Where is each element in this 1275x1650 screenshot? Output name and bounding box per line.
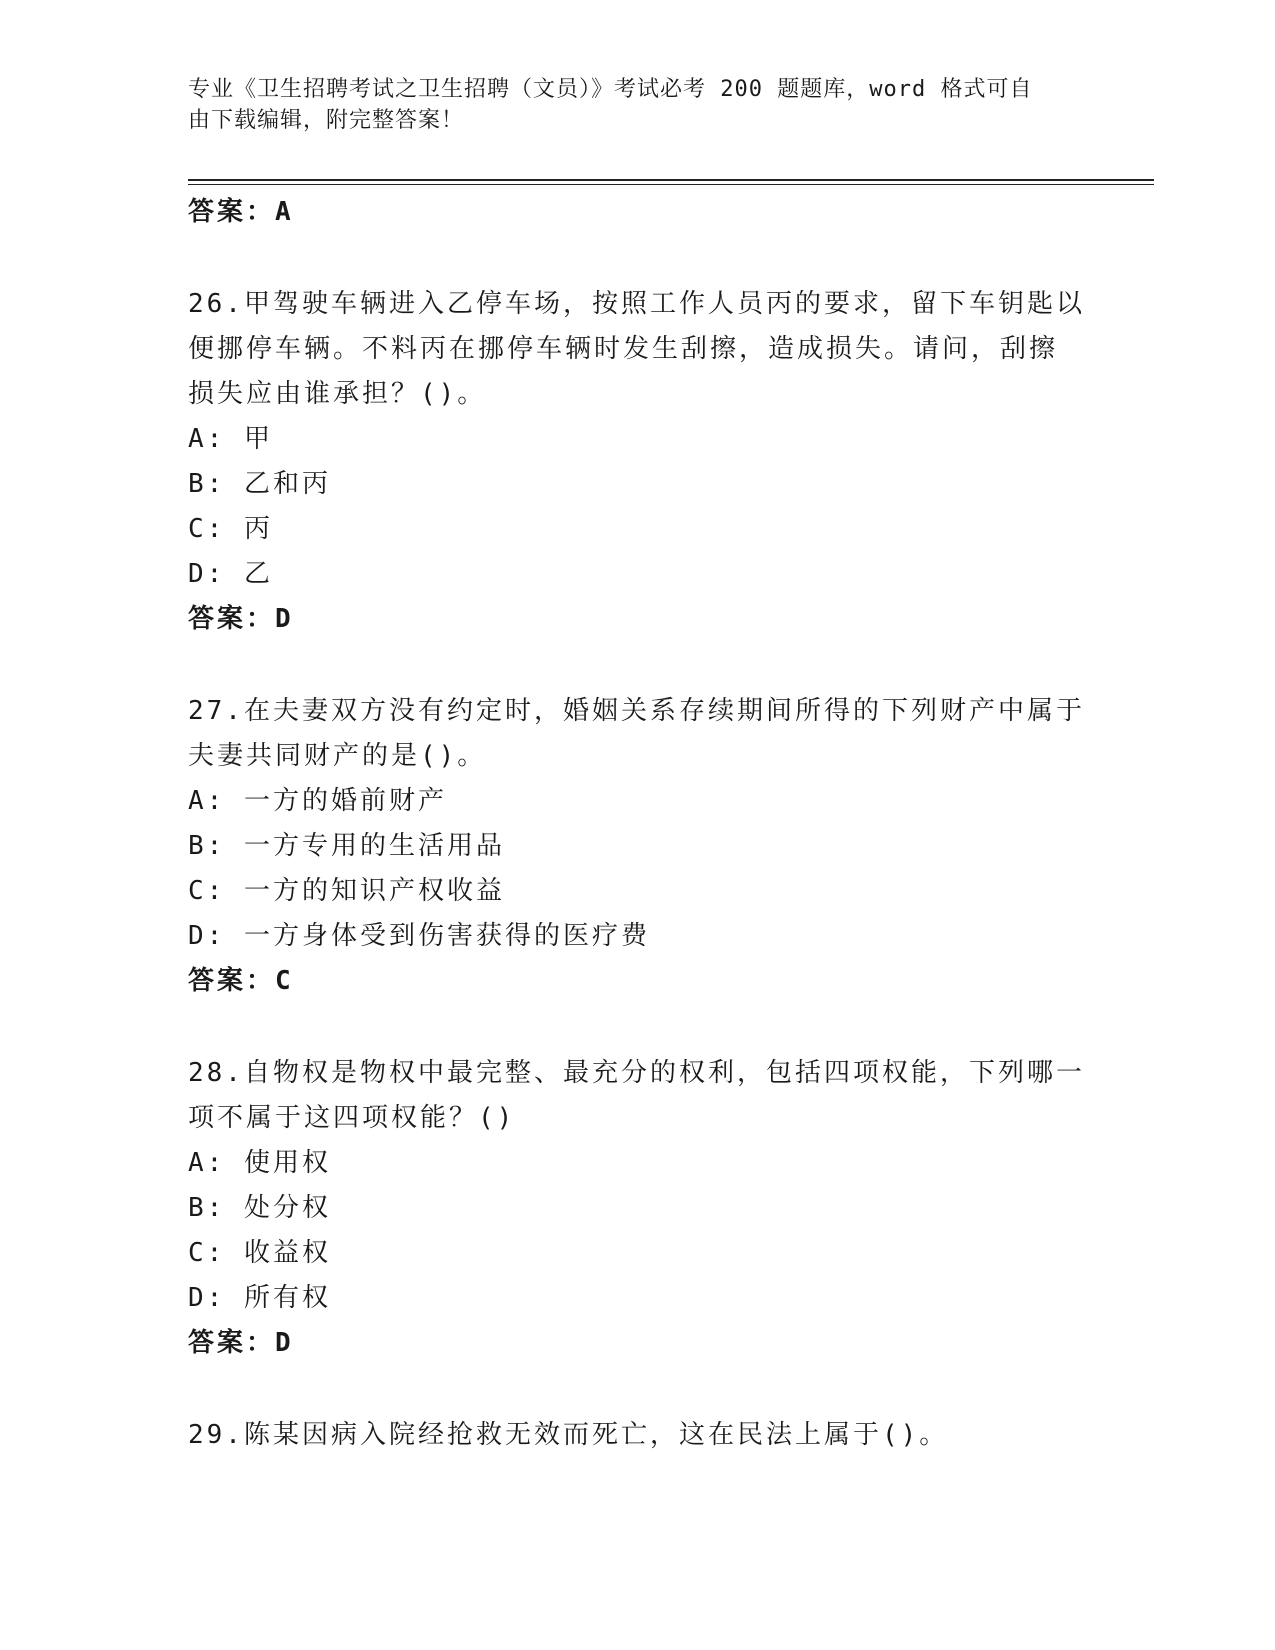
- question-stem-line: 27.在夫妻双方没有约定时，婚姻关系存续期间所得的下列财产中属于: [188, 696, 1085, 726]
- question-stem-line: 26.甲驾驶车辆进入乙停车场，按照工作人员丙的要求，留下车钥匙以: [188, 289, 1085, 319]
- question-stem-line: 损失应由谁承担？()。: [188, 379, 487, 409]
- question-stem-line: 29.陈某因病入院经抢救无效而死亡，这在民法上属于()。: [188, 1420, 949, 1450]
- option-d: D: 一方身体受到伤害获得的医疗费: [188, 921, 650, 951]
- header-line-2: 由下载编辑，附完整答案！: [188, 108, 465, 133]
- option-b: B: 乙和丙: [188, 469, 331, 499]
- option-a: A: 甲: [188, 424, 273, 454]
- option-a: A: 一方的婚前财产: [188, 786, 447, 816]
- header-rule-thin: [188, 184, 1154, 185]
- question-28: [188, 1051, 1088, 1366]
- option-b: B: 一方专用的生活用品: [188, 831, 505, 861]
- answer-line: 答案：D: [188, 1328, 294, 1358]
- option-a: A: 使用权: [188, 1148, 331, 1178]
- option-d: D: 所有权: [188, 1283, 331, 1313]
- question-29: [188, 1413, 1088, 1458]
- option-c: C: 一方的知识产权收益: [188, 876, 505, 906]
- question-stem-line: 项不属于这四项权能？(): [188, 1103, 516, 1133]
- option-c: C: 丙: [188, 514, 273, 544]
- document-header: [188, 74, 1068, 136]
- answer-line: 答案：A: [188, 197, 294, 227]
- answer-line: 答案：C: [188, 966, 294, 996]
- question-stem-line: 便挪停车辆。不料丙在挪停车辆时发生刮擦，造成损失。请问，刮擦: [188, 334, 1059, 364]
- option-c: C: 收益权: [188, 1238, 331, 1268]
- option-d: D: 乙: [188, 559, 273, 589]
- header-line-1: 专业《卫生招聘考试之卫生招聘（文员）》考试必考 200 题题库，word 格式可自: [188, 77, 1033, 102]
- question-stem-line: 28.自物权是物权中最完整、最充分的权利，包括四项权能，下列哪一: [188, 1058, 1085, 1088]
- answer-line: 答案：D: [188, 604, 294, 634]
- question-stem-line: 夫妻共同财产的是()。: [188, 741, 487, 771]
- header-rule-thick: [188, 179, 1154, 181]
- option-b: B: 处分权: [188, 1193, 331, 1223]
- question-26: [188, 282, 1088, 642]
- question-27: [188, 689, 1088, 1004]
- question-list: [188, 190, 1088, 1458]
